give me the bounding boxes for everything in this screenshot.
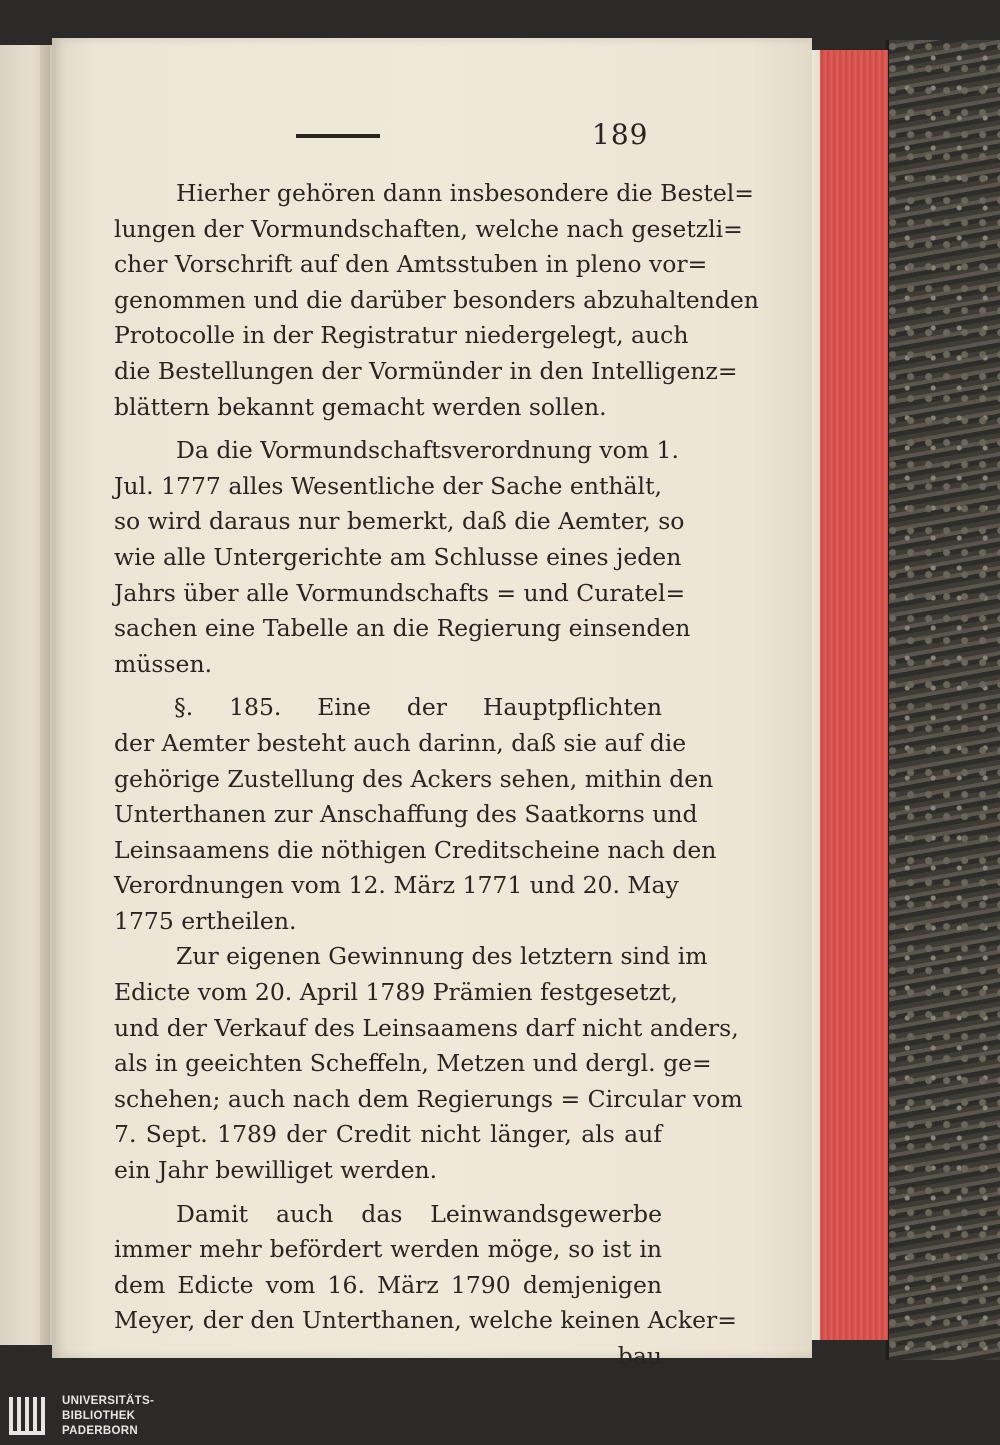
text-line: immer mehr befördert werden möge, so ist in xyxy=(114,1235,662,1264)
page-number: 189 xyxy=(592,118,649,151)
text-line: Da die Vormundschaftsverordnung vom 1. xyxy=(176,436,679,465)
text-line: schehen; auch nach dem Regierungs = Circular vom xyxy=(114,1084,743,1113)
text-line: Hierher gehören dann insbesondere die Bestel= xyxy=(176,179,754,207)
text-line: so wird daraus nur bemerkt, daß die Aemter, so xyxy=(114,507,685,536)
text-line: Jul. 1777 alles Wesentliche der Sache enthält, xyxy=(114,471,662,500)
logo-line-1: UNIVERSITÄTS- xyxy=(62,1395,155,1407)
text-line: Leinsaamens die nöthigen Creditscheine nach den xyxy=(114,835,717,864)
text-line: Verordnungen vom 12. März 1771 und 20. May xyxy=(114,871,679,900)
header-rule xyxy=(296,134,380,138)
text-line: Unterthanen zur Anschaffung des Saatkorns und xyxy=(114,800,698,829)
text-line: wie alle Untergerichte am Schlusse eines jeden xyxy=(114,542,682,571)
text-line: sachen eine Tabelle an die Regierung einsenden xyxy=(114,614,691,643)
text-line: dem Edicte vom 16. März 1790 demjenigen xyxy=(114,1270,662,1299)
left-page-gutter xyxy=(40,45,50,1345)
library-logo xyxy=(6,1393,176,1441)
text-line: §. 185. Eine der Hauptpflichten xyxy=(174,693,662,722)
logo-line-3: PADERBORN xyxy=(62,1425,138,1437)
text-line: gehörige Zustellung des Ackers sehen, mithin den xyxy=(114,764,714,793)
text-line: Protocolle in der Registratur niedergelegt, auch xyxy=(114,321,689,350)
text-line: 7. Sept. 1789 der Credit nicht länger, als auf xyxy=(114,1120,662,1149)
page-text xyxy=(114,176,759,1375)
text-line: 1775 ertheilen. xyxy=(114,906,297,935)
paragraph-gap xyxy=(114,425,662,433)
text-line: blättern bekannt gemacht werden sollen. xyxy=(114,392,607,421)
text-line: lungen der Vormundschaften, welche nach gesetzli= xyxy=(114,214,743,243)
text-line: als in geeichten Scheffeln, Metzen und dergl. ge= xyxy=(114,1049,712,1078)
text-line: Jahrs über alle Vormundschafts = und Curatel= xyxy=(114,578,686,607)
text-line: bau xyxy=(617,1342,662,1370)
text-line: cher Vorschrift auf den Amtsstuben in pleno vor= xyxy=(114,250,708,279)
text-line: müssen. xyxy=(114,649,213,678)
paragraph-gap xyxy=(114,682,662,690)
text-line: ein Jahr bewilliget werden. xyxy=(114,1156,438,1185)
text-line: genommen und die darüber besonders abzuhaltenden xyxy=(114,285,759,314)
text-line: und der Verkauf des Leinsaamens darf nicht anders, xyxy=(114,1013,739,1042)
book-cover-marbled xyxy=(886,40,1000,1360)
library-logo-icon xyxy=(6,1393,52,1439)
text-line: Damit auch das Leinwandsgewerbe xyxy=(176,1199,662,1228)
red-page-edges xyxy=(818,50,888,1340)
text-line: der Aemter besteht auch darinn, daß sie auf die xyxy=(114,728,687,757)
text-line: Zur eigenen Gewinnung des letztern sind im xyxy=(176,942,708,971)
text-line: Meyer, der den Unterthanen, welche keinen Acker= xyxy=(114,1306,737,1335)
text-line: Edicte vom 20. April 1789 Prämien festgesetzt, xyxy=(114,978,678,1007)
paragraph-gap xyxy=(114,1189,662,1197)
logo-line-2: BIBLIOTHEK xyxy=(62,1410,136,1422)
text-line: die Bestellungen der Vormünder in den Intelligenz= xyxy=(114,356,738,385)
